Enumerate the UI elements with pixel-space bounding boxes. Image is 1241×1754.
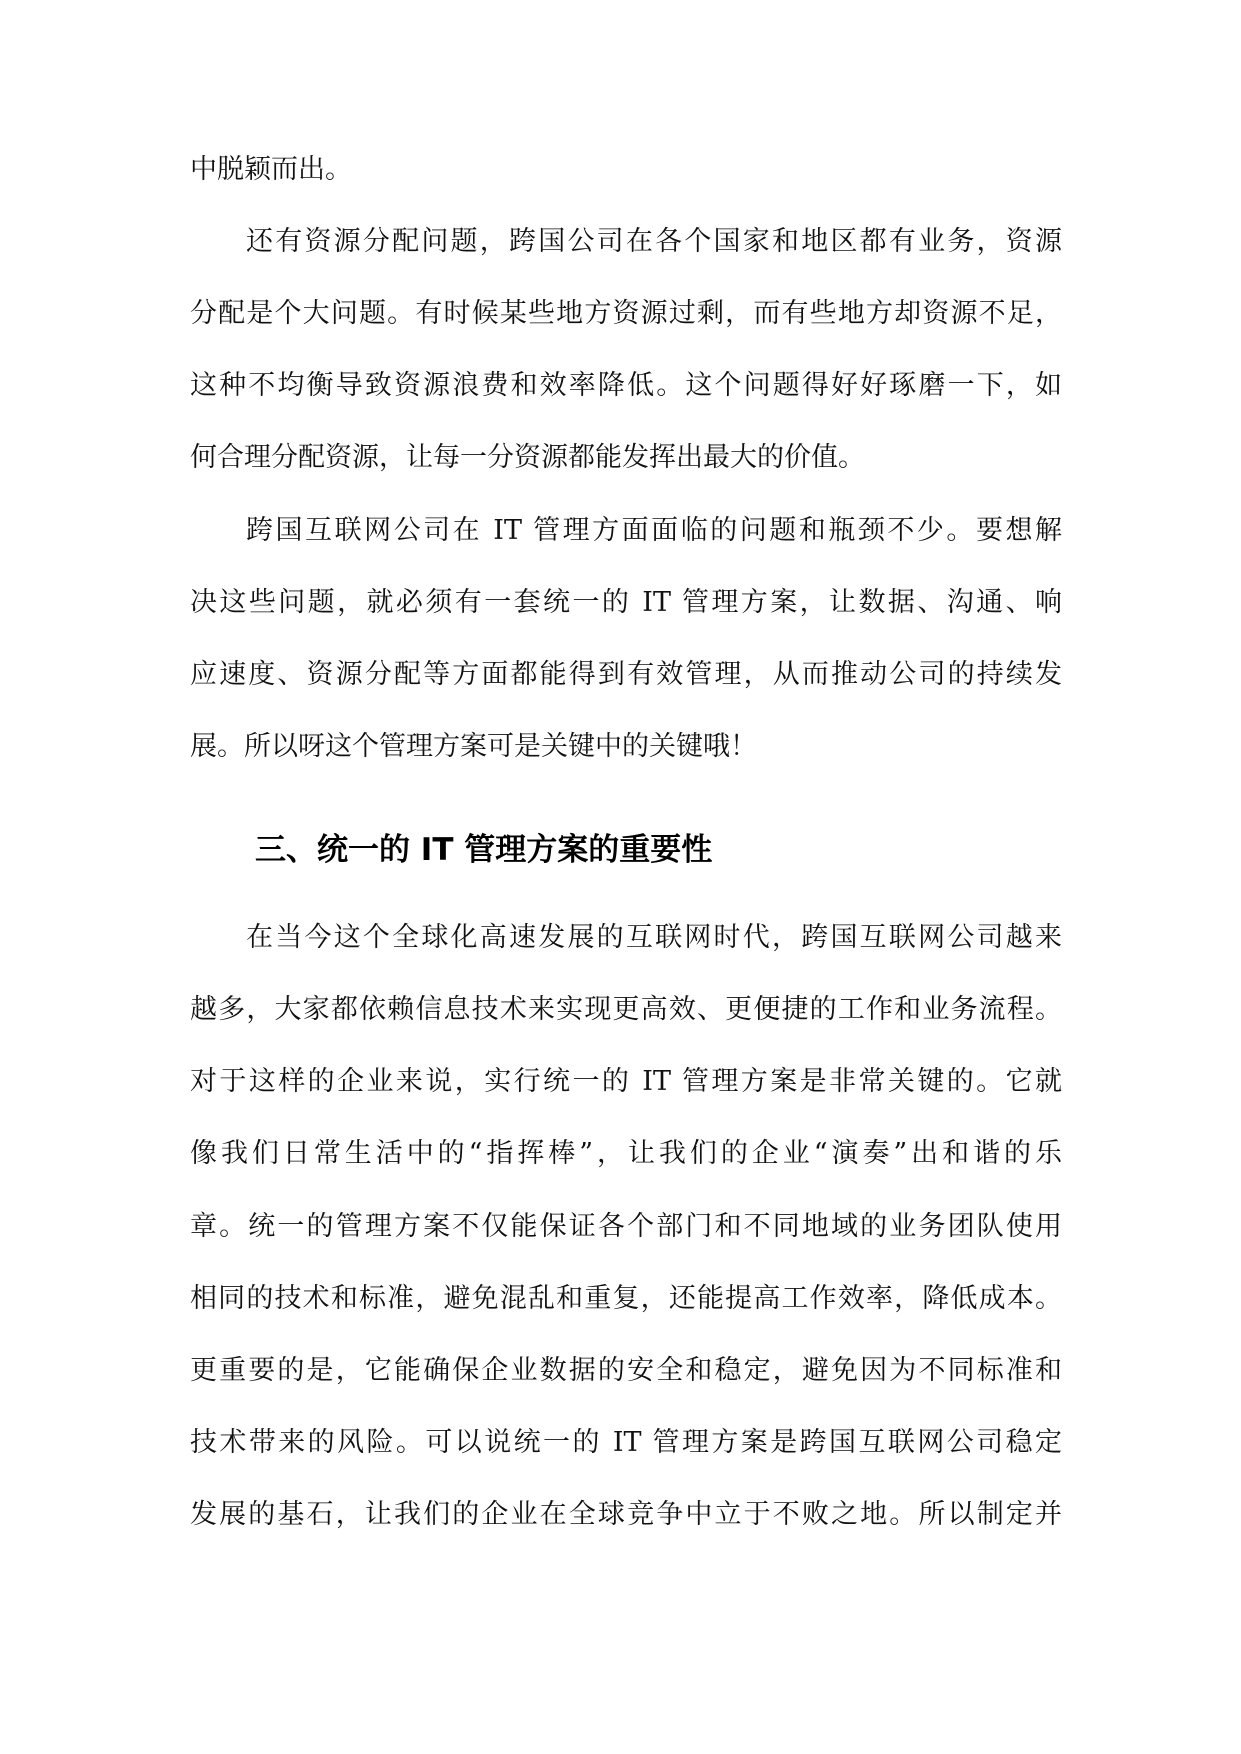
- paragraph-line: 相同的技术和标准，避免混乱和重复，还能提高工作效率，降低成本。: [190, 1283, 1062, 1314]
- paragraph-line: 在当今这个全球化高速发展的互联网时代，跨国互联网公司越来: [246, 922, 1062, 953]
- paragraph-line: 何合理分配资源，让每一分资源都能发挥出最大的价值。: [190, 442, 865, 473]
- paragraph-line: 展。所以呀这个管理方案可是关键中的关键哦！: [190, 731, 757, 762]
- paragraph-line: 对于这样的企业来说，实行统一的 IT 管理方案是非常关键的。它就: [190, 1066, 1062, 1097]
- paragraph-line: 应速度、资源分配等方面都能得到有效管理，从而推动公司的持续发: [190, 659, 1062, 690]
- paragraph-line: 越多，大家都依赖信息技术来实现更高效、更便捷的工作和业务流程。: [190, 994, 1062, 1025]
- paragraph-line: 发展的基石，让我们的企业在全球竞争中立于不败之地。所以制定并: [190, 1499, 1062, 1530]
- paragraph-line: 像我们日常生活中的“指挥棒”，让我们的企业“演奏”出和谐的乐: [190, 1138, 1062, 1169]
- paragraph-line: 技术带来的风险。可以说统一的 IT 管理方案是跨国互联网公司稳定: [190, 1427, 1062, 1458]
- paragraph-line: 分配是个大问题。有时候某些地方资源过剩，而有些地方却资源不足，: [190, 298, 1062, 329]
- section-heading: 三、统一的 IT 管理方案的重要性: [255, 832, 713, 868]
- paragraph-line: 决这些问题，就必须有一套统一的 IT 管理方案，让数据、沟通、响: [190, 587, 1062, 618]
- paragraph-line: 这种不均衡导致资源浪费和效率降低。这个问题得好好琢磨一下，如: [190, 370, 1062, 401]
- paragraph-line: 章。统一的管理方案不仅能保证各个部门和不同地域的业务团队使用: [190, 1211, 1062, 1242]
- paragraph-line: 更重要的是，它能确保企业数据的安全和稳定，避免因为不同标准和: [190, 1355, 1062, 1386]
- paragraph-line: 跨国互联网公司在 IT 管理方面面临的问题和瓶颈不少。要想解: [246, 515, 1062, 546]
- paragraph-line: 还有资源分配问题，跨国公司在各个国家和地区都有业务，资源: [246, 226, 1062, 257]
- paragraph-line: 中脱颖而出。: [190, 154, 352, 185]
